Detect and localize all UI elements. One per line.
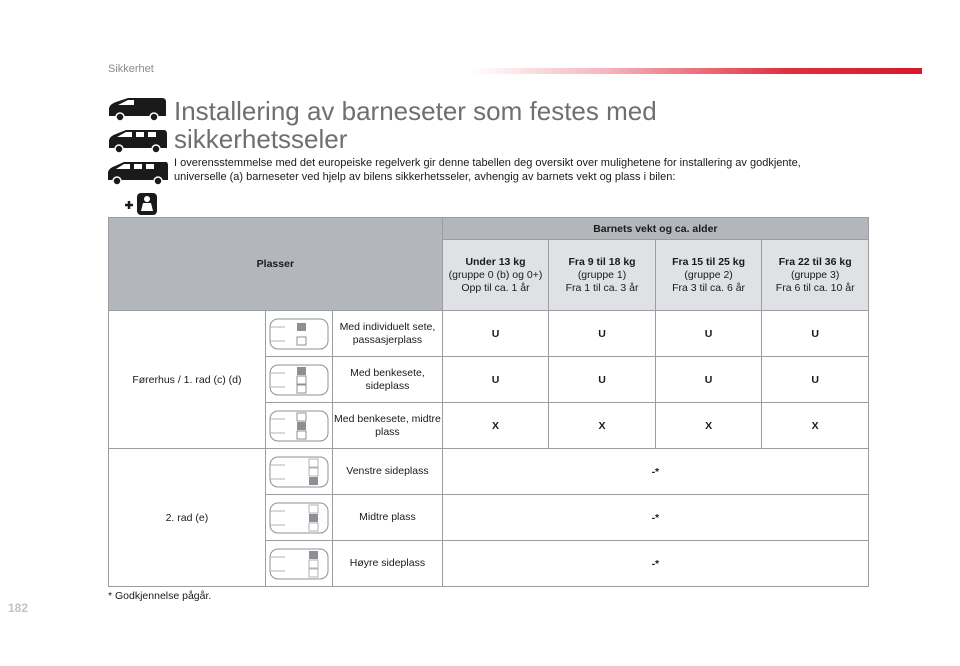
row-group-second: 2. rad (e) [109, 449, 266, 587]
seat-value: U [442, 357, 549, 403]
intro-text: I overensstemmelse med det europeiske regelverk gir denne tabellen deg oversikt over mulighetene for installering av godkjente, universelle (a) barneseter ved hjelp av bilens sikkerhetsseler, avhengig av barnets vekt og plass i bilen: [174, 157, 801, 183]
page-title: Installering av barneseter som festes med sikkerhetsseler [174, 96, 657, 154]
car-seat-plan-icon [267, 315, 331, 353]
seat-value: U [655, 357, 762, 403]
van-small-icon [106, 96, 168, 122]
seat-diagram [265, 357, 332, 403]
seat-diagram [265, 541, 332, 587]
seat-value: X [442, 403, 549, 449]
seat-value: -* [442, 495, 868, 541]
seat-diagram [265, 311, 332, 357]
seat-value: X [762, 403, 869, 449]
seat-value: X [549, 403, 656, 449]
van-long-icon [106, 160, 168, 186]
van-medium-icon [106, 128, 168, 154]
seat-desc: Venstre sideplass [333, 449, 443, 495]
seat-value: U [442, 311, 549, 357]
header-accent-bar [470, 68, 922, 74]
seat-value: X [655, 403, 762, 449]
seat-desc: Med individuelt sete, passasjerplass [333, 311, 443, 357]
seat-value: -* [442, 449, 868, 495]
plus-child-icon [122, 192, 162, 216]
group-header: Fra 9 til 18 kg (gruppe 1) Fra 1 til ca. 3 år [549, 240, 656, 311]
seat-desc: Midtre plass [333, 495, 443, 541]
seat-value: U [655, 311, 762, 357]
car-seat-plan-icon [267, 453, 331, 491]
group-header: Under 13 kg (gruppe 0 (b) og 0+) Opp til ca. 1 år [442, 240, 549, 311]
car-seat-plan-icon [267, 361, 331, 399]
row-group-front: Førerhus / 1. rad (c) (d) [109, 311, 266, 449]
seat-desc: Høyre sideplass [333, 541, 443, 587]
group-header: Fra 15 til 25 kg (gruppe 2) Fra 3 til ca. 6 år [655, 240, 762, 311]
seat-desc: Med benkesete, sideplass [333, 357, 443, 403]
seat-value: U [549, 357, 656, 403]
seat-diagram [265, 403, 332, 449]
group-header: Fra 22 til 36 kg (gruppe 3) Fra 6 til ca. 10 år [762, 240, 869, 311]
page-number: 182 [8, 601, 29, 615]
car-seat-plan-icon [267, 499, 331, 537]
seat-value: U [762, 311, 869, 357]
car-seat-plan-icon [267, 545, 331, 583]
section-label: Sikkerhet [108, 63, 154, 75]
child-seat-table [108, 217, 869, 587]
seat-value: -* [442, 541, 868, 587]
seat-value: U [549, 311, 656, 357]
seat-diagram [265, 449, 332, 495]
car-seat-plan-icon [267, 407, 331, 445]
footnote: * Godkjennelse pågår. [108, 590, 212, 602]
seat-value: U [762, 357, 869, 403]
seat-diagram [265, 495, 332, 541]
vehicle-icons [106, 96, 170, 221]
header-seats: Plasser [109, 218, 443, 311]
header-weight: Barnets vekt og ca. alder [442, 218, 868, 240]
seat-desc: Med benkesete, midtre plass [333, 403, 443, 449]
